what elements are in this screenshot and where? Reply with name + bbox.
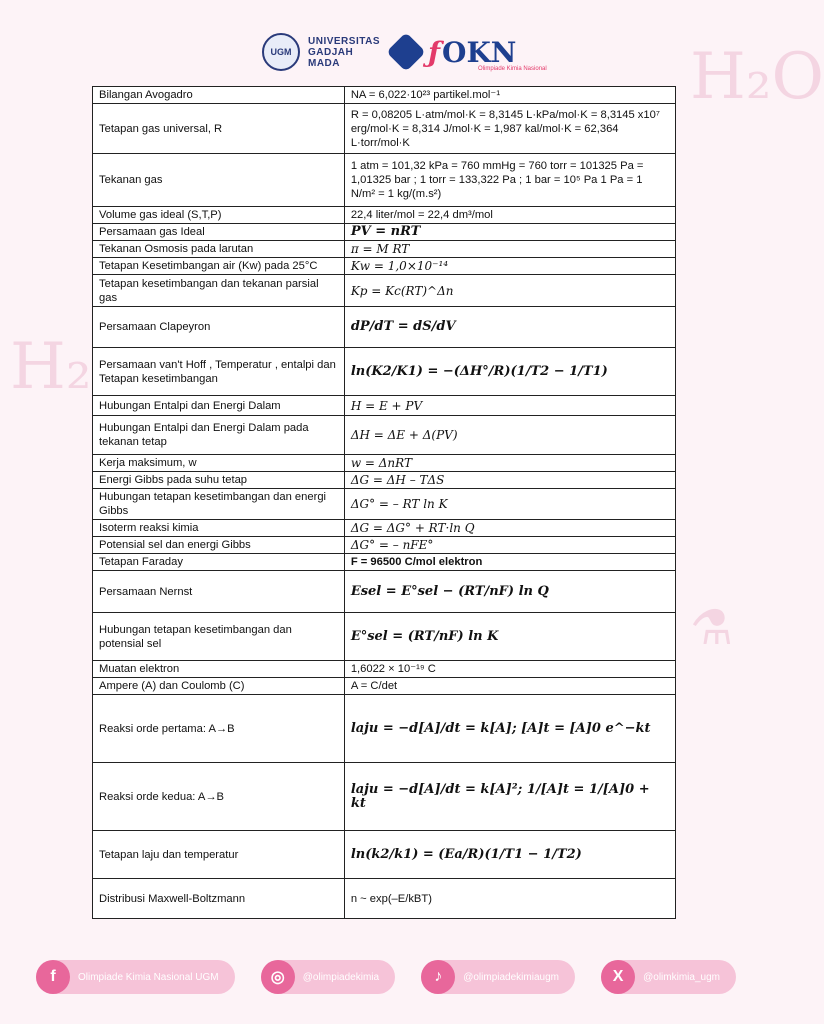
okn-tagline: Olimpiade Kimia Nasional bbox=[478, 66, 547, 72]
row-value: ΔH = ΔE + Δ(PV) bbox=[344, 416, 675, 455]
row-value: A = C/det bbox=[344, 678, 675, 695]
social-footer bbox=[36, 960, 736, 994]
table-row bbox=[93, 537, 676, 554]
row-key: Ampere (A) dan Coulomb (C) bbox=[93, 678, 345, 695]
constants-table bbox=[92, 86, 676, 919]
instagram-icon: ◎ bbox=[261, 960, 295, 994]
facebook-link[interactable] bbox=[36, 960, 235, 994]
row-key: Tekanan gas bbox=[93, 154, 345, 207]
row-value: ΔG° = – RT ln K bbox=[344, 489, 675, 520]
row-key: Hubungan tetapan kesetimbangan dan energi Gibbs bbox=[93, 489, 345, 520]
table-row bbox=[93, 87, 676, 104]
table-row bbox=[93, 416, 676, 455]
instagram-handle: @olimpiadekimia bbox=[302, 971, 380, 983]
table-row bbox=[93, 154, 676, 207]
facebook-handle: Olimpiade Kimia Nasional UGM bbox=[78, 971, 219, 983]
table-row bbox=[93, 879, 676, 919]
row-key: Reaksi orde pertama: A→B bbox=[93, 695, 345, 763]
row-value: NA = 6,022·10²³ partikel.mol⁻¹ bbox=[344, 87, 675, 104]
row-value: F = 96500 C/mol elektron bbox=[344, 554, 675, 571]
tiktok-link[interactable] bbox=[421, 960, 575, 994]
row-value: ln(K2/K1) = −(ΔH°/R)(1/T2 − 1/T1) bbox=[344, 348, 675, 396]
table-row bbox=[93, 241, 676, 258]
background-decoration: ⚗ bbox=[690, 600, 734, 656]
row-value: dP/dT = dS/dV bbox=[344, 307, 675, 348]
row-value: H = E + PV bbox=[344, 396, 675, 416]
row-value: laju = −d[A]/dt = k[A]; [A]t = [A]0 e^−kt bbox=[344, 695, 675, 763]
hexagon-logo bbox=[386, 32, 426, 72]
row-key: Persamaan van't Hoff , Temperatur , entalpi dan Tetapan kesetimbangan bbox=[93, 348, 345, 396]
ugm-seal-logo: UGM bbox=[262, 33, 300, 71]
row-key: Hubungan Entalpi dan Energi Dalam bbox=[93, 396, 345, 416]
facebook-icon: f bbox=[36, 960, 70, 994]
row-value: 1 atm = 101,32 kPa = 760 mmHg = 760 torr = 101325 Pa = 1,01325 bar ; 1 torr = 133,322 Pa ; 1 bar = 10⁵ Pa 1 Pa = 1 N/m² = 1 kg/(m.s²) bbox=[344, 154, 675, 207]
row-value: ΔG° = – nFE° bbox=[344, 537, 675, 554]
okn-logo: ƒ OKN bbox=[428, 35, 517, 69]
background-decoration: H₂O bbox=[690, 40, 824, 114]
table-row bbox=[93, 489, 676, 520]
row-value: Esel = E°sel − (RT/nF) ln Q bbox=[344, 571, 675, 613]
table-row bbox=[93, 455, 676, 472]
row-key: Muatan elektron bbox=[93, 661, 345, 678]
row-key: Hubungan tetapan kesetimbangan dan potensial sel bbox=[93, 613, 345, 661]
x-handle: @olimkimia_ugm bbox=[643, 971, 720, 983]
table-row bbox=[93, 472, 676, 489]
row-key: Persamaan Nernst bbox=[93, 571, 345, 613]
table-row bbox=[93, 661, 676, 678]
row-key: Reaksi orde kedua: A→B bbox=[93, 763, 345, 831]
table-row bbox=[93, 831, 676, 879]
row-key: Tekanan Osmosis pada larutan bbox=[93, 241, 345, 258]
row-key: Tetapan kesetimbangan dan tekanan parsial gas bbox=[93, 275, 345, 307]
table-row bbox=[93, 763, 676, 831]
row-key: Persamaan gas Ideal bbox=[93, 224, 345, 241]
table-row bbox=[93, 275, 676, 307]
row-value: n ~ exp(–E/kBT) bbox=[344, 879, 675, 919]
row-key: Volume gas ideal (S,T,P) bbox=[93, 207, 345, 224]
ugm-wordmark: UNIVERSITAS GADJAH MADA bbox=[308, 35, 380, 69]
row-value: Kp = Kc(RT)^Δn bbox=[344, 275, 675, 307]
row-value: ΔG = ΔH – TΔS bbox=[344, 472, 675, 489]
row-value: ΔG = ΔG° + RT·ln Q bbox=[344, 520, 675, 537]
x-icon: X bbox=[601, 960, 635, 994]
row-key: Tetapan Kesetimbangan air (Kw) pada 25°C bbox=[93, 258, 345, 275]
row-key: Energi Gibbs pada suhu tetap bbox=[93, 472, 345, 489]
table-row bbox=[93, 307, 676, 348]
row-key: Persamaan Clapeyron bbox=[93, 307, 345, 348]
table-row bbox=[93, 224, 676, 241]
row-value: laju = −d[A]/dt = k[A]²; 1/[A]t = 1/[A]0 + kt bbox=[344, 763, 675, 831]
row-key: Distribusi Maxwell-Boltzmann bbox=[93, 879, 345, 919]
table-row bbox=[93, 207, 676, 224]
background-decoration: H₂ bbox=[10, 330, 92, 404]
table-row bbox=[93, 613, 676, 661]
table-row bbox=[93, 348, 676, 396]
row-value: PV = nRT bbox=[344, 224, 675, 241]
row-key: Bilangan Avogadro bbox=[93, 87, 345, 104]
row-value: Kw = 1,0×10⁻¹⁴ bbox=[344, 258, 675, 275]
table-row bbox=[93, 678, 676, 695]
instagram-link[interactable] bbox=[261, 960, 395, 994]
row-key: Tetapan Faraday bbox=[93, 554, 345, 571]
table-row bbox=[93, 258, 676, 275]
row-value: 1,6022 × 10⁻¹⁹ C bbox=[344, 661, 675, 678]
row-value: E°sel = (RT/nF) ln K bbox=[344, 613, 675, 661]
row-value: w = ΔnRT bbox=[344, 455, 675, 472]
row-key: Tetapan gas universal, R bbox=[93, 104, 345, 154]
row-key: Tetapan laju dan temperatur bbox=[93, 831, 345, 879]
tiktok-handle: @olimpiadekimiaugm bbox=[463, 971, 559, 983]
tiktok-icon: ♪ bbox=[421, 960, 455, 994]
row-value: R = 0,08205 L·atm/mol·K = 8,3145 L·kPa/mol·K = 8,3145 x10⁷ erg/mol·K = 8,314 J/mol·K = 1,987 kal/mol·K = 62,364 L·torr/mol·K bbox=[344, 104, 675, 154]
row-key: Hubungan Entalpi dan Energi Dalam pada tekanan tetap bbox=[93, 416, 345, 455]
table-row bbox=[93, 396, 676, 416]
table-row bbox=[93, 520, 676, 537]
row-key: Isoterm reaksi kimia bbox=[93, 520, 345, 537]
row-key: Potensial sel dan energi Gibbs bbox=[93, 537, 345, 554]
header-logos bbox=[262, 30, 547, 74]
row-key: Kerja maksimum, w bbox=[93, 455, 345, 472]
table-row bbox=[93, 104, 676, 154]
table-row bbox=[93, 554, 676, 571]
table-row bbox=[93, 695, 676, 763]
row-value: 22,4 liter/mol = 22,4 dm³/mol bbox=[344, 207, 675, 224]
row-value: π = M RT bbox=[344, 241, 675, 258]
row-value: ln(k2/k1) = (Ea/R)(1/T1 − 1/T2) bbox=[344, 831, 675, 879]
x-link[interactable] bbox=[601, 960, 736, 994]
table-row bbox=[93, 571, 676, 613]
